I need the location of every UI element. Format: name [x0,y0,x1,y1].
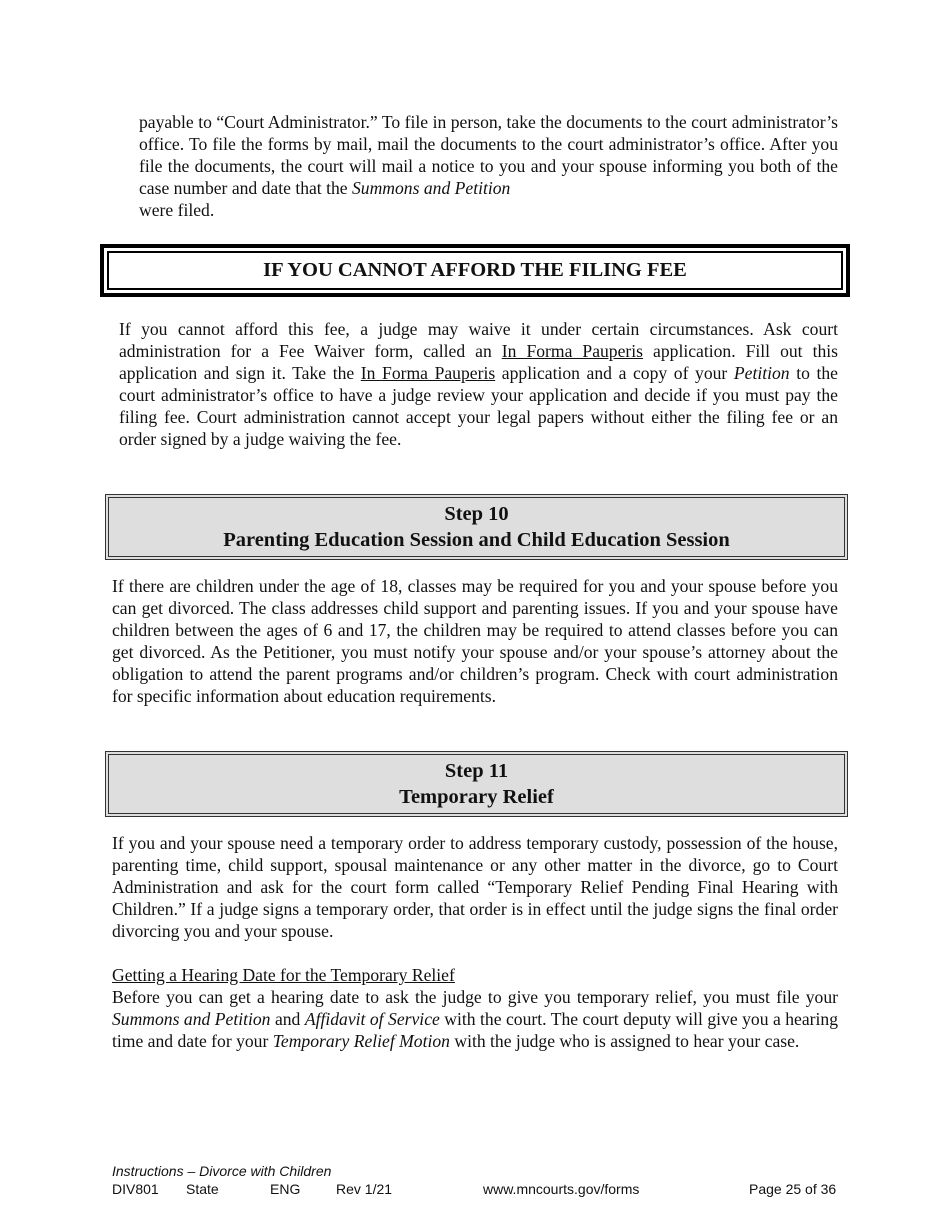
italic-text: Summons and Petition [352,177,511,198]
footer-jurisdiction: State [186,1181,219,1197]
italic-text: Affidavit of Service [304,1008,440,1029]
paragraph-hearing-date [112,965,838,1053]
footer-page-number: Page 25 of 36 [749,1181,837,1197]
step-title: Temporary Relief [399,785,554,808]
text-run: were filed. [139,199,215,220]
paragraph-temporary-relief: If you and your spouse need a temporary order to address temporary custody, possession of the house, parenting time, child support, spousal maintenance or any other matter in the divorce, go to Court Administration and ask for the court form called “Temporary Relief Pending Final Hearing with Children.” If a judge signs a temporary order, that order is in effect until the judge signs the final order divorcing you and your spouse. [112,833,838,941]
footer-form-id: DIV801 [112,1181,159,1197]
text-run: and [270,1008,305,1029]
step-number: Step 11 [444,760,509,782]
text-run: with the court. The court deputy will give you a hearing time and date for your [112,1008,838,1051]
step-number: Step 10 [444,503,509,525]
step-11-heading [108,754,845,814]
italic-text: Petition [733,362,790,383]
underlined-text: In Forma Pauperis [501,340,644,361]
paragraph-filing-instructions [139,112,838,222]
paragraph-fee-waiver [119,319,838,450]
step-title: Parenting Education Session and Child Education Session [223,528,730,551]
footer-language: ENG [270,1181,301,1197]
fee-heading-box [100,244,850,297]
subheading-hearing-date: Getting a Hearing Date for the Temporary Relief [112,965,455,985]
step-10-heading [108,497,845,557]
text-run: application. Fill out this application and sign it. Take the [119,340,839,383]
step-11-heading-box [105,751,848,817]
text-run: application and a copy of your [495,362,734,383]
paragraph-education-session: If there are children under the age of 18, classes may be required for you and your spouse before you can get divorced. The class addresses child support and parenting issues. If you and your spouse have children between the ages of 6 and 17, the children may be required to attend classes before you can get divorced. As the Petitioner, you must notify your spouse and/or your spouse’s attorney about the obligation to attend the parent programs and/or children’s program. Check with court administration for specific information about education requirements. [112,576,838,706]
text-run: to the court administrator’s office to have a judge review your application and decide if you must pay the filing fee. Court administration cannot accept your legal papers without either the filing fee or an order signed by a judge waiving the fee. [119,362,838,449]
footer-title: Instructions – Divorce with Children [112,1163,332,1179]
fee-heading: IF YOU CANNOT AFFORD THE FILING FEE [107,251,843,290]
italic-text: Summons and Petition [112,1008,271,1029]
footer-row [112,1180,840,1198]
text-run: with the judge who is assigned to hear your case. [449,1030,800,1051]
italic-text: Temporary Relief Motion [272,1030,450,1051]
text-run: Before you can get a hearing date to ask the judge to give you temporary relief, you must file your [112,986,838,1007]
text-run: payable to “Court Administrator.” To file in person, take the documents to the court administrator’s office. To file the forms by mail, mail the documents to the court administrator’s office. After you file the documents, the court will mail a notice to you and your spouse informing you both of the case number and date that the [139,112,838,198]
step-10-heading-box [105,494,848,560]
page-footer [112,1162,840,1198]
footer-revision: Rev 1/21 [336,1181,393,1197]
underlined-text: In Forma Pauperis [360,362,496,383]
footer-url: www.mncourts.gov/forms [483,1181,640,1197]
text-run: If you cannot afford this fee, a judge may waive it under certain circumstances. Ask court administration for a Fee Waiver form, called an [119,319,838,361]
